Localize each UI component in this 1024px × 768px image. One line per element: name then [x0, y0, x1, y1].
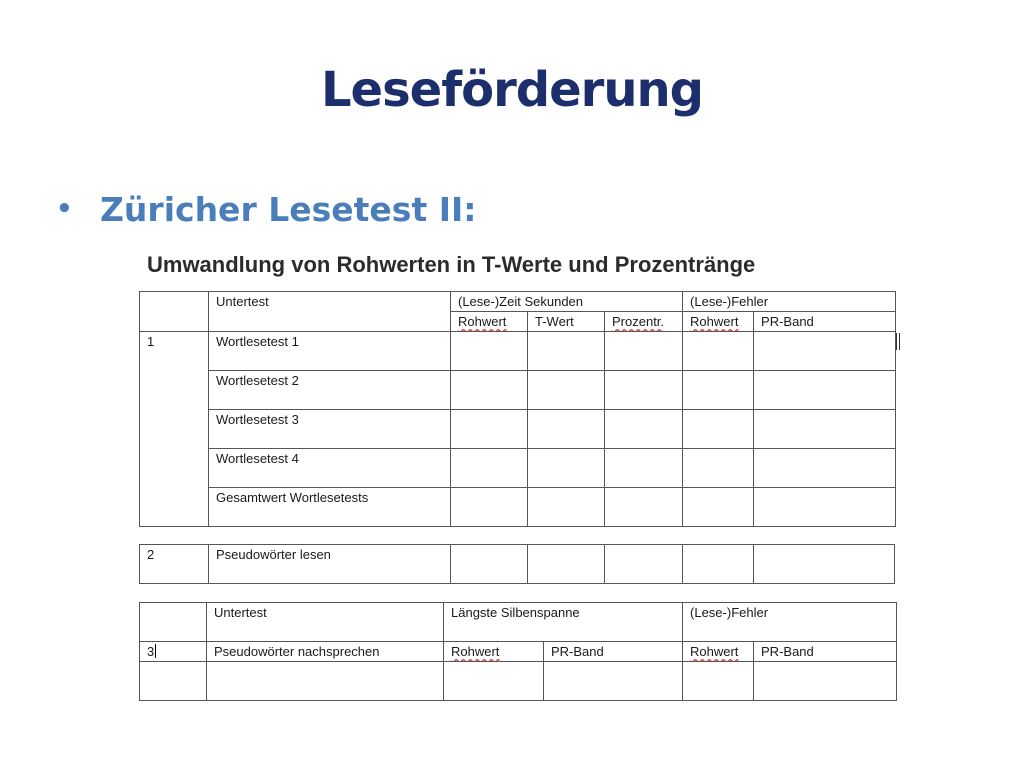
subheader-rohwert [451, 312, 528, 332]
document-heading: Umwandlung von Rohwerten in T-Werte und Prozentränge [147, 252, 756, 277]
table-cell[interactable] [683, 332, 754, 371]
slide-title: Leseförderung [320, 62, 704, 118]
table-cell[interactable] [451, 332, 528, 371]
header-untertest: Untertest [207, 603, 444, 642]
table-cell[interactable] [528, 488, 605, 527]
table-cell[interactable] [605, 488, 683, 527]
table-cell[interactable] [754, 545, 895, 584]
subheader-rohwert-text: Rohwert [458, 314, 507, 329]
header-fehler: (Lese-)Fehler [683, 603, 897, 642]
row-label: Wortlesetest 3 [209, 410, 451, 449]
table-pseudowoerter-nachsprechen [139, 602, 897, 701]
subheader-rohwert-text: Rohwert [451, 644, 500, 659]
table-cell[interactable] [754, 449, 896, 488]
row-label: Pseudowörter lesen [209, 545, 451, 584]
table-cell[interactable] [605, 332, 683, 371]
table-row [140, 642, 897, 662]
table-row [140, 332, 896, 371]
bullet-item [56, 190, 476, 229]
table-wortlesetest [139, 291, 896, 527]
table-header-row [140, 603, 897, 642]
bullet-text: Züricher Lesetest II: [100, 190, 477, 229]
subheader-rohwert-fehler-text: Rohwert [690, 644, 739, 659]
table-row [140, 449, 896, 488]
table-cell[interactable] [605, 410, 683, 449]
table-cell[interactable] [605, 545, 683, 584]
table-cell[interactable] [754, 662, 897, 701]
row-label: Gesamtwert Wortlesetests [209, 488, 451, 527]
table-row [140, 662, 897, 701]
subheader-rohwert-fehler-text: Rohwert [690, 314, 739, 329]
table-cell[interactable] [444, 662, 544, 701]
subheader-rohwert [444, 642, 544, 662]
table-cell[interactable] [605, 371, 683, 410]
table-cell[interactable] [451, 410, 528, 449]
table-cell[interactable] [605, 449, 683, 488]
table-header-row [140, 292, 896, 312]
header-untertest: Untertest [209, 292, 451, 332]
table-cell[interactable] [207, 662, 444, 701]
column-resize-marker [896, 333, 900, 350]
subheader-pr-band-fehler: PR-Band [754, 642, 897, 662]
subheader-rohwert-fehler [683, 312, 754, 332]
table-cell[interactable] [528, 332, 605, 371]
table-cell[interactable] [451, 371, 528, 410]
table-cell[interactable] [683, 488, 754, 527]
subheader-rohwert-fehler [683, 642, 754, 662]
table-row [140, 488, 896, 527]
header-silbenspanne: Längste Silbenspanne [444, 603, 683, 642]
subheader-prozentr-text: Prozentr. [612, 314, 665, 329]
bullet-dot-icon: • [56, 194, 73, 224]
subheader-pr-band: PR-Band [544, 642, 683, 662]
table-cell[interactable] [683, 371, 754, 410]
row-number: 3 [147, 644, 155, 659]
table-cell[interactable] [754, 332, 896, 371]
header-zeit-sekunden: (Lese-)Zeit Sekunden [451, 292, 683, 312]
row-number: 2 [140, 545, 209, 584]
table-cell[interactable] [528, 545, 605, 584]
table-cell [140, 603, 207, 642]
table-cell[interactable] [754, 371, 896, 410]
table-cell [140, 292, 209, 332]
table-cell[interactable] [544, 662, 683, 701]
table-cell[interactable] [683, 545, 754, 584]
text-cursor [155, 644, 156, 658]
table-cell[interactable] [140, 662, 207, 701]
table-cell[interactable] [451, 545, 528, 584]
row-number-cell [140, 642, 207, 662]
table-pseudowoerter-lesen [139, 544, 895, 584]
table-cell[interactable] [451, 449, 528, 488]
row-label: Wortlesetest 1 [209, 332, 451, 371]
subheader-pr-band: PR-Band [754, 312, 896, 332]
row-label: Pseudowörter nachsprechen [207, 642, 444, 662]
table-cell[interactable] [683, 662, 754, 701]
table-cell[interactable] [451, 488, 528, 527]
table-cell[interactable] [528, 371, 605, 410]
table-row [140, 545, 895, 584]
row-label: Wortlesetest 4 [209, 449, 451, 488]
table-row [140, 371, 896, 410]
table-cell[interactable] [683, 410, 754, 449]
table-cell[interactable] [683, 449, 754, 488]
table-cell[interactable] [528, 410, 605, 449]
subheader-prozentr [605, 312, 683, 332]
table-cell[interactable] [528, 449, 605, 488]
subheader-t-wert: T-Wert [528, 312, 605, 332]
table-cell[interactable] [754, 488, 896, 527]
row-label: Wortlesetest 2 [209, 371, 451, 410]
group-number: 1 [140, 332, 209, 527]
table-row [140, 410, 896, 449]
table-cell[interactable] [754, 410, 896, 449]
header-fehler: (Lese-)Fehler [683, 292, 896, 312]
